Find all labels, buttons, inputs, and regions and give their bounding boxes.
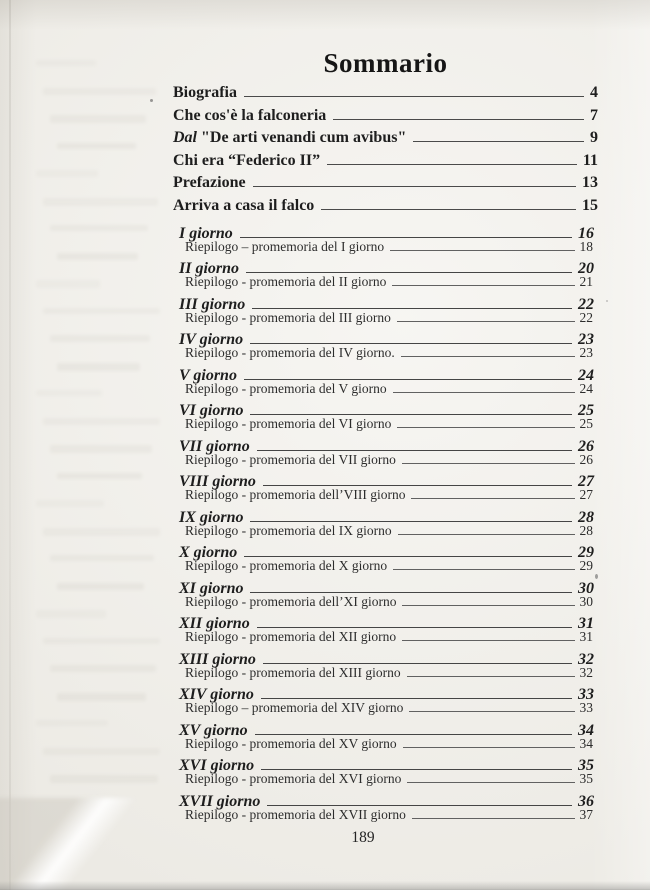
toc-day-page-number: 26 <box>578 437 594 455</box>
toc-day-block <box>173 289 598 325</box>
toc-sub-page-number: 27 <box>579 487 593 503</box>
toc-entry-text: "De arti venandi cum avibus" <box>201 129 407 147</box>
toc-day-label: II giorno <box>179 260 240 278</box>
toc-entry-page-number: 7 <box>590 106 598 124</box>
toc-day-page-number: 27 <box>578 473 594 491</box>
toc-entry-text: Chi era “Federico II” <box>173 151 321 169</box>
leader-line <box>267 800 572 806</box>
toc-sub-label: Riepilogo – promemoria del I giorno <box>185 238 385 254</box>
toc-day-page-number: 28 <box>578 508 594 526</box>
scan-bleedthrough-mark <box>50 445 152 453</box>
leader-line <box>257 445 572 451</box>
toc-sub-label: Riepilogo - promemoria del IV giorno. <box>185 345 395 361</box>
leader-line <box>252 303 572 309</box>
toc-sub-label: Riepilogo - promemoria del VII giorno <box>185 451 396 467</box>
leader-line <box>250 587 572 593</box>
toc-sub-page-number: 33 <box>579 700 593 716</box>
leader-line <box>257 622 572 628</box>
scan-bleedthrough-mark <box>50 335 150 342</box>
toc-day-label: X giorno <box>179 544 238 562</box>
toc-sub-label: Riepilogo - promemoria del XVI giorno <box>185 771 402 787</box>
leader-line <box>327 159 577 165</box>
toc-entry-label <box>173 172 246 195</box>
toc-day-page-number: 35 <box>578 757 594 775</box>
scan-bleedthrough-mark <box>57 693 146 701</box>
toc-sub-page-number: 26 <box>579 451 593 467</box>
toc-day-label: XV giorno <box>179 721 248 739</box>
toc-sub-label: Riepilogo - promemoria del VI giorno <box>185 416 392 432</box>
leader-line <box>412 814 575 819</box>
toc-sub-page-number: 34 <box>579 735 593 751</box>
leader-line <box>397 317 575 322</box>
toc-day-page-number: 34 <box>578 721 594 739</box>
toc-sub-entry <box>173 309 598 325</box>
toc-sub-page-number: 31 <box>579 629 593 645</box>
toc-day-page-number: 20 <box>578 260 594 278</box>
toc-sub-label: Riepilogo - promemoria del XIII giorno <box>185 664 401 680</box>
leader-line <box>250 409 572 415</box>
toc-sub-entry <box>173 347 598 360</box>
toc-sub-entry <box>173 664 598 680</box>
leader-line <box>263 658 572 664</box>
scan-bleedthrough-mark <box>43 748 160 755</box>
leader-line <box>261 693 572 699</box>
toc-day-block <box>173 715 598 751</box>
toc-sub-page-number: 35 <box>579 771 593 787</box>
toc-sub-label: Riepilogo - promemoria del X giorno <box>185 558 388 574</box>
leader-line <box>255 729 572 735</box>
toc-day-page-number: 33 <box>578 686 594 704</box>
toc-sub-label: Riepilogo - promemoria del III giorno <box>185 309 391 325</box>
scan-bleedthrough-mark <box>50 555 154 561</box>
scan-speck <box>150 99 153 102</box>
leader-line <box>333 114 584 120</box>
leader-line <box>393 565 574 570</box>
toc-sub-page-number: 28 <box>579 522 593 538</box>
toc-day-page-number: 24 <box>578 366 594 384</box>
toc-sub-page-number: 32 <box>579 664 593 680</box>
scan-bleedthrough-mark <box>43 638 160 644</box>
scan-bleedthrough-mark <box>36 610 106 618</box>
toc-day-block <box>173 324 598 360</box>
toc-sub-label: Riepilogo – promemoria del XIV giorno <box>185 700 404 716</box>
toc-day-block <box>173 608 598 644</box>
toc-sub-entry <box>173 593 598 609</box>
toc-day-block <box>173 466 598 502</box>
scan-bleedthrough-mark <box>43 308 160 314</box>
toc-sub-page-number: 25 <box>579 416 593 432</box>
toc-entry-label <box>173 127 406 150</box>
scan-bleedthrough-mark <box>50 115 146 123</box>
leader-line <box>250 516 572 522</box>
scan-bleedthrough-mark <box>57 583 144 590</box>
toc-entry <box>173 172 598 195</box>
leader-line <box>402 636 574 641</box>
toc-entry-page-number: 15 <box>582 196 598 214</box>
toc-sub-label: Riepilogo - promemoria del XII giorno <box>185 629 397 645</box>
toc-entry-page-number: 9 <box>590 129 598 147</box>
toc-sub-entry <box>173 631 598 644</box>
toc-sub-entry <box>173 418 598 431</box>
toc-sub-entry <box>173 451 598 467</box>
toc-entry <box>173 150 598 173</box>
leader-line <box>402 601 574 606</box>
scan-bleedthrough-mark <box>43 528 160 536</box>
toc-day-label: XII giorno <box>179 615 250 633</box>
toc-day-block <box>173 502 598 538</box>
scan-bleedthrough-mark <box>50 225 148 231</box>
toc-day-label: I giorno <box>179 224 233 242</box>
toc-day-page-number: 36 <box>578 792 594 810</box>
toc-day-label: IV giorno <box>179 331 244 349</box>
scan-bleedthrough-mark <box>36 500 104 507</box>
toc-entry-label <box>173 82 237 105</box>
leader-line <box>413 136 584 142</box>
toc-sub-label: Riepilogo - promemoria del IX giorno <box>185 522 392 538</box>
toc-day-label: V giorno <box>179 366 237 384</box>
toc-entry <box>173 105 598 128</box>
toc-sub-page-number: 30 <box>579 593 593 609</box>
scan-bleedthrough-mark <box>57 473 142 479</box>
toc-sub-entry <box>173 702 598 715</box>
leader-line <box>250 338 572 344</box>
toc-sub-page-number: 18 <box>579 238 593 254</box>
scan-fold-line <box>9 0 11 890</box>
page-title: Sommario <box>323 48 448 78</box>
leader-line <box>244 374 572 380</box>
toc-content <box>173 0 598 821</box>
leader-line <box>397 423 574 428</box>
toc-day-label: XVI giorno <box>179 757 255 775</box>
toc-sub-entry <box>173 735 598 751</box>
toc-sub-page-number: 21 <box>579 274 593 290</box>
toc-day-block <box>173 679 598 715</box>
toc-entry-label <box>173 105 326 128</box>
toc-day-block <box>173 786 598 822</box>
toc-day-block <box>173 218 598 254</box>
leader-line <box>246 267 572 273</box>
scan-bleedthrough-mark <box>36 170 98 177</box>
toc-day-block <box>173 431 598 467</box>
footer-page-number: 189 <box>351 829 375 846</box>
toc-day-block <box>173 644 598 680</box>
toc-sub-entry <box>173 560 598 573</box>
scan-bleedthrough-mark <box>43 88 156 95</box>
toc-day-label: IX giorno <box>179 508 244 526</box>
toc-entry-text: Prefazione <box>173 174 246 192</box>
toc-sub-label: Riepilogo - promemoria del XVII giorno <box>185 806 406 822</box>
toc-sub-label: Riepilogo - promemoria dell’XI giorno <box>185 593 397 609</box>
toc-day-block <box>173 360 598 396</box>
scan-bleedthrough-mark <box>50 775 158 783</box>
toc-entry-page-number: 13 <box>582 174 598 192</box>
toc-entry-label <box>173 150 320 173</box>
toc-entry-page-number: 4 <box>590 84 598 101</box>
toc-sub-entry <box>173 773 598 786</box>
scan-bleedthrough-mark <box>36 720 108 726</box>
scan-bottom-edge <box>0 881 650 890</box>
leader-line <box>409 707 574 712</box>
toc-day-label: VI giorno <box>179 402 244 420</box>
toc-day-page-number: 30 <box>578 579 594 597</box>
toc-sub-page-number: 23 <box>579 345 593 361</box>
toc-day-label: XIV giorno <box>179 686 254 704</box>
toc-entry-text: Arriva a casa il falco <box>173 196 315 214</box>
toc-day-label: XIII giorno <box>179 650 256 668</box>
leader-line <box>240 232 572 238</box>
leader-line <box>393 388 575 393</box>
toc-entry-page-number: 11 <box>582 151 598 169</box>
toc-day-page-number: 22 <box>578 295 594 313</box>
toc-day-block <box>173 573 598 609</box>
toc-day-block <box>173 395 598 431</box>
leader-line <box>261 764 572 770</box>
leader-line <box>407 778 574 783</box>
leader-line <box>411 494 574 499</box>
toc-sub-entry <box>173 238 598 254</box>
toc-sub-entry <box>173 522 598 538</box>
toc-day-block <box>173 750 598 786</box>
toc-sub-entry <box>173 489 598 502</box>
toc-day-label: VIII giorno <box>179 473 256 491</box>
scan-speck <box>606 300 608 302</box>
toc-sub-label: Riepilogo - promemoria del XV giorno <box>185 735 397 751</box>
leader-line <box>402 459 575 464</box>
leader-line <box>392 281 574 286</box>
toc-day-page-number: 16 <box>578 224 594 242</box>
toc-sub-label: Riepilogo - promemoria dell’VIII giorno <box>185 487 406 503</box>
scan-bleedthrough-mark <box>57 143 136 149</box>
toc-day-page-number: 32 <box>578 650 594 668</box>
toc-entry <box>173 195 598 218</box>
toc-entry-italic-prefix: Dal <box>173 129 201 147</box>
scan-bleedthrough-mark <box>57 253 138 260</box>
toc-day-page-number: 31 <box>578 615 594 633</box>
toc-days-section <box>173 218 598 822</box>
toc-sub-page-number: 29 <box>579 558 593 574</box>
toc-sub-page-number: 22 <box>579 309 593 325</box>
toc-sub-page-number: 37 <box>579 806 593 822</box>
toc-sub-entry <box>173 380 598 396</box>
scan-bleedthrough-mark <box>36 280 100 288</box>
scan-bleedthrough-mark <box>43 198 158 206</box>
toc-day-label: XI giorno <box>179 579 244 597</box>
toc-day-label: XVII giorno <box>179 792 261 810</box>
leader-line <box>390 246 574 251</box>
scan-bleedthrough-mark <box>57 363 140 371</box>
leader-line <box>407 672 575 677</box>
toc-day-block <box>173 537 598 573</box>
toc-sub-entry <box>173 806 598 822</box>
toc-entry <box>173 127 598 150</box>
leader-line <box>398 530 575 535</box>
leader-line <box>263 480 572 486</box>
leader-line <box>403 743 575 748</box>
toc-day-page-number: 25 <box>578 402 594 420</box>
leader-line <box>244 91 584 97</box>
toc-sub-page-number: 24 <box>579 380 593 396</box>
toc-day-label: III giorno <box>179 295 246 313</box>
toc-day-page-number: 29 <box>578 544 594 562</box>
toc-sub-label: Riepilogo - promemoria del V giorno <box>185 380 387 396</box>
scan-bleedthrough-mark <box>43 418 160 425</box>
leader-line <box>401 352 575 357</box>
scan-bleedthrough-mark <box>36 390 102 396</box>
toc-front-section <box>173 80 598 218</box>
leader-line <box>253 181 576 187</box>
toc-day-label: VII giorno <box>179 437 250 455</box>
scan-bleedthrough-mark <box>36 60 96 66</box>
toc-entry-label <box>173 195 314 218</box>
leader-line <box>321 204 576 210</box>
toc-sub-label: Riepilogo - promemoria del II giorno <box>185 274 387 290</box>
toc-day-block <box>173 253 598 289</box>
toc-day-page-number: 23 <box>578 331 594 349</box>
leader-line <box>244 551 572 557</box>
toc-entry-text: Che cos'è la falconeria <box>173 106 327 124</box>
toc-sub-entry <box>173 276 598 289</box>
toc-entry <box>173 82 598 105</box>
toc-entry-text: Biografia <box>173 84 237 101</box>
scan-bleedthrough-mark <box>50 665 156 672</box>
